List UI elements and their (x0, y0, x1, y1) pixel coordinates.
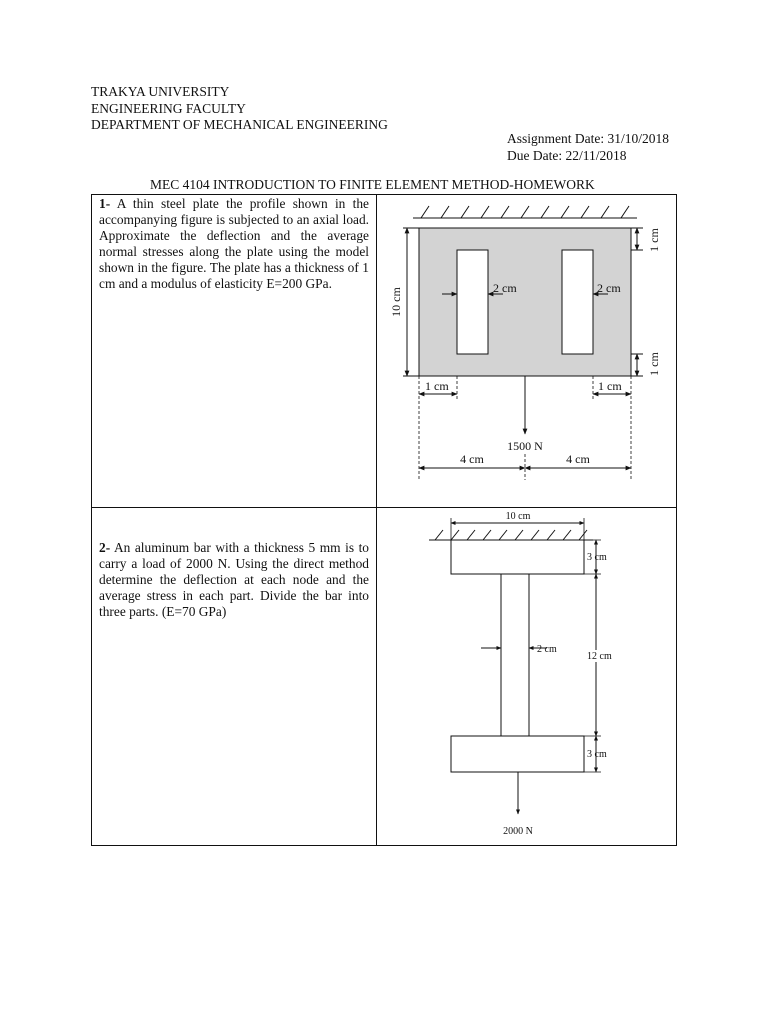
assignment-date: Assignment Date: 31/10/2018 (507, 131, 669, 146)
bottom-block (451, 736, 584, 772)
header-block (91, 84, 388, 134)
dim-half-right: 4 cm (566, 452, 590, 466)
slot-left (457, 250, 488, 354)
slot-right (562, 250, 593, 354)
dim-slot-right: 2 cm (597, 281, 621, 295)
dim-middle-width: 2 cm (537, 644, 557, 655)
question-1-body: A thin steel plate the profile shown in the accompanying figure is subjected to an axial load. Approximate the deflection and the average normal stresses along the plate using the model shown in the figure. The plate has a thickness of 1 cm and a modulus of elasticity E=200 GPa. (99, 196, 369, 291)
steel-plate (419, 228, 631, 376)
dim-width: 10 cm (505, 511, 531, 522)
department-name: DEPARTMENT OF MECHANICAL ENGINEERING (91, 117, 388, 132)
homework-title: MEC 4104 INTRODUCTION TO FINITE ELEMENT METHOD-HOMEWORK (150, 177, 595, 192)
faculty-name: ENGINEERING FACULTY (91, 100, 246, 116)
dim-middle-length: 12 cm (587, 651, 612, 662)
wall-support-top (413, 206, 637, 218)
dim-bottom-height: 3 cm (587, 749, 607, 760)
dim-height: 10 cm (389, 287, 403, 317)
question-1-text (99, 196, 369, 292)
load-label: 2000 N (503, 826, 533, 837)
wall-support-top (429, 530, 593, 540)
questions-table (91, 194, 677, 846)
university-name: TRAKYA UNIVERSITY (91, 84, 230, 99)
dim-slot-left: 2 cm (493, 281, 517, 295)
dim-edge-left: 1 cm (425, 379, 449, 393)
middle-bar (501, 574, 529, 736)
dim-top-gap: 1 cm (647, 228, 661, 252)
dim-bottom-gap: 1 cm (647, 352, 661, 376)
due-date: Due Date: 22/11/2018 (507, 147, 627, 163)
question-2-text (99, 540, 369, 620)
dim-edge-right: 1 cm (598, 379, 622, 393)
figure-2-bar (421, 510, 651, 846)
top-block (451, 540, 584, 574)
dim-top-height: 3 cm (587, 552, 607, 563)
question-1-number: 1- (99, 196, 111, 211)
question-2-body: An aluminum bar with a thickness 5 mm is to carry a load of 2000 N. Using the direct method determine the deflection at each node and the average stress in each part. Divide the bar into three parts. (E=70 GPa) (99, 540, 369, 619)
question-2-number: 2- (99, 540, 111, 555)
dim-half-left: 4 cm (460, 452, 484, 466)
dates-block (507, 131, 669, 164)
load-label: 1500 N (507, 439, 543, 453)
figure-1-plate (387, 204, 667, 494)
